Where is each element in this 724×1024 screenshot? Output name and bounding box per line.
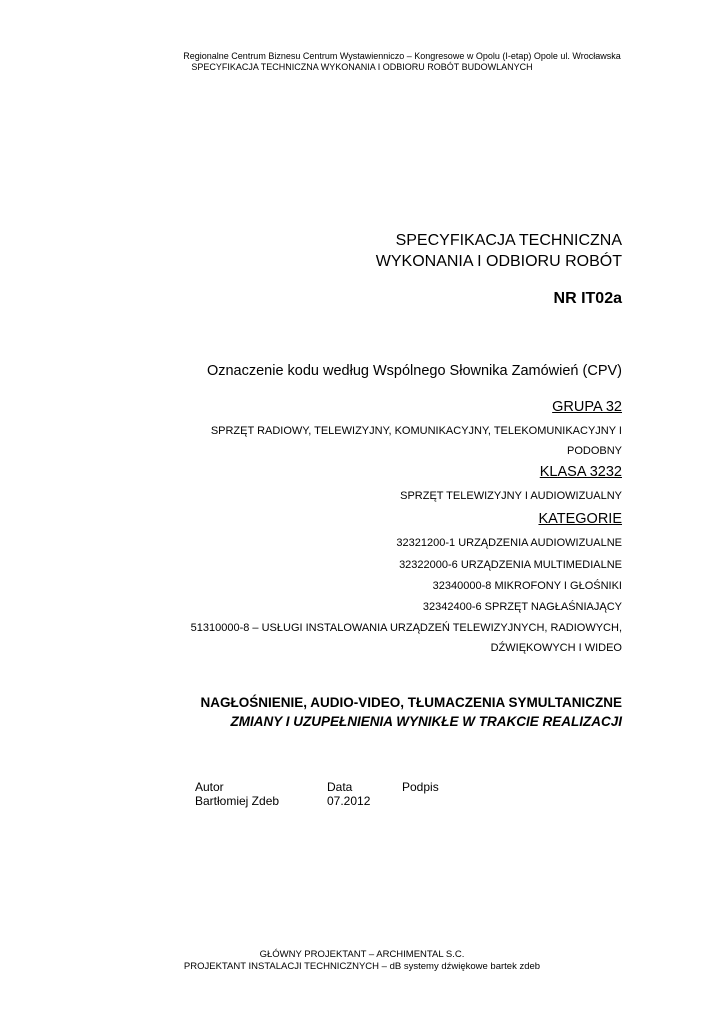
categories-label: KATEGORIE — [538, 511, 622, 527]
group-description-2: PODOBNY — [566, 445, 622, 457]
category-item: 32321200-1 URZĄDZENIA AUDIOWIZUALNE — [396, 537, 622, 549]
author-value: Bartłomiej Zdeb — [195, 794, 280, 808]
date-label: Data — [327, 780, 353, 794]
header-line-1: Regionalne Centrum Biznesu Centrum Wystawienniczo – Kongresowe w Opolu (I-etap) Opole ul. Wrocławska — [183, 51, 621, 61]
author-label: Autor — [195, 780, 224, 794]
subject-title: NAGŁOŚNIENIE, AUDIO-VIDEO, TŁUMACZENIA SYMULTANICZNE — [200, 695, 622, 710]
page-header — [0, 51, 724, 73]
category-item: 32322000-6 URZĄDZENIA MULTIMEDIALNE — [399, 559, 622, 571]
document-title — [376, 230, 622, 272]
title-line-2: WYKONANIA I ODBIORU ROBÓT — [375, 253, 622, 270]
footer-line-1: GŁÓWNY PROJEKTANT – ARCHIMENTAL S.C. — [259, 949, 465, 960]
spec-number: NR IT02a — [553, 290, 622, 307]
group-description-1: SPRZĘT RADIOWY, TELEWIZYJNY, KOMUNIKACYJNY, TELEKOMUNIKACYJNY I — [210, 425, 622, 437]
signature-label: Podpis — [402, 780, 439, 794]
page-footer — [0, 949, 724, 973]
footer-line-2: PROJEKTANT INSTALACJI TECHNICZNYCH – dB systemy dźwiękowe bartek zdeb — [183, 961, 541, 972]
category-item: 32340000-8 MIKROFONY I GŁOŚNIKI — [432, 580, 622, 592]
header-line-2: SPECYFIKACJA TECHNICZNA WYKONANIA I ODBIORU ROBÓT BUDOWLANYCH — [191, 62, 533, 72]
category-item: 32342400-6 SPRZĘT NAGŁAŚNIAJĄCY — [422, 601, 622, 613]
category-item-continued: DŹWIĘKOWYCH I WIDEO — [490, 642, 622, 654]
class-description: SPRZĘT TELEWIZYJNY I AUDIOWIZUALNY — [400, 490, 622, 502]
cpv-intro: Oznaczenie kodu według Wspólnego Słownika Zamówień (CPV) — [206, 363, 622, 379]
date-value: 07.2012 — [327, 794, 371, 808]
group-label: GRUPA 32 — [552, 399, 622, 415]
subject-subtitle: ZMIANY I UZUPEŁNIENIA WYNIKŁE W TRAKCIE REALIZACJI — [230, 714, 622, 729]
class-label: KLASA 3232 — [539, 464, 622, 480]
title-line-1: SPECYFIKACJA TECHNICZNA — [395, 232, 622, 249]
category-item: 51310000-8 – USŁUGI INSTALOWANIA URZĄDZEŃ TELEWIZYJNYCH, RADIOWYCH, — [190, 622, 622, 634]
